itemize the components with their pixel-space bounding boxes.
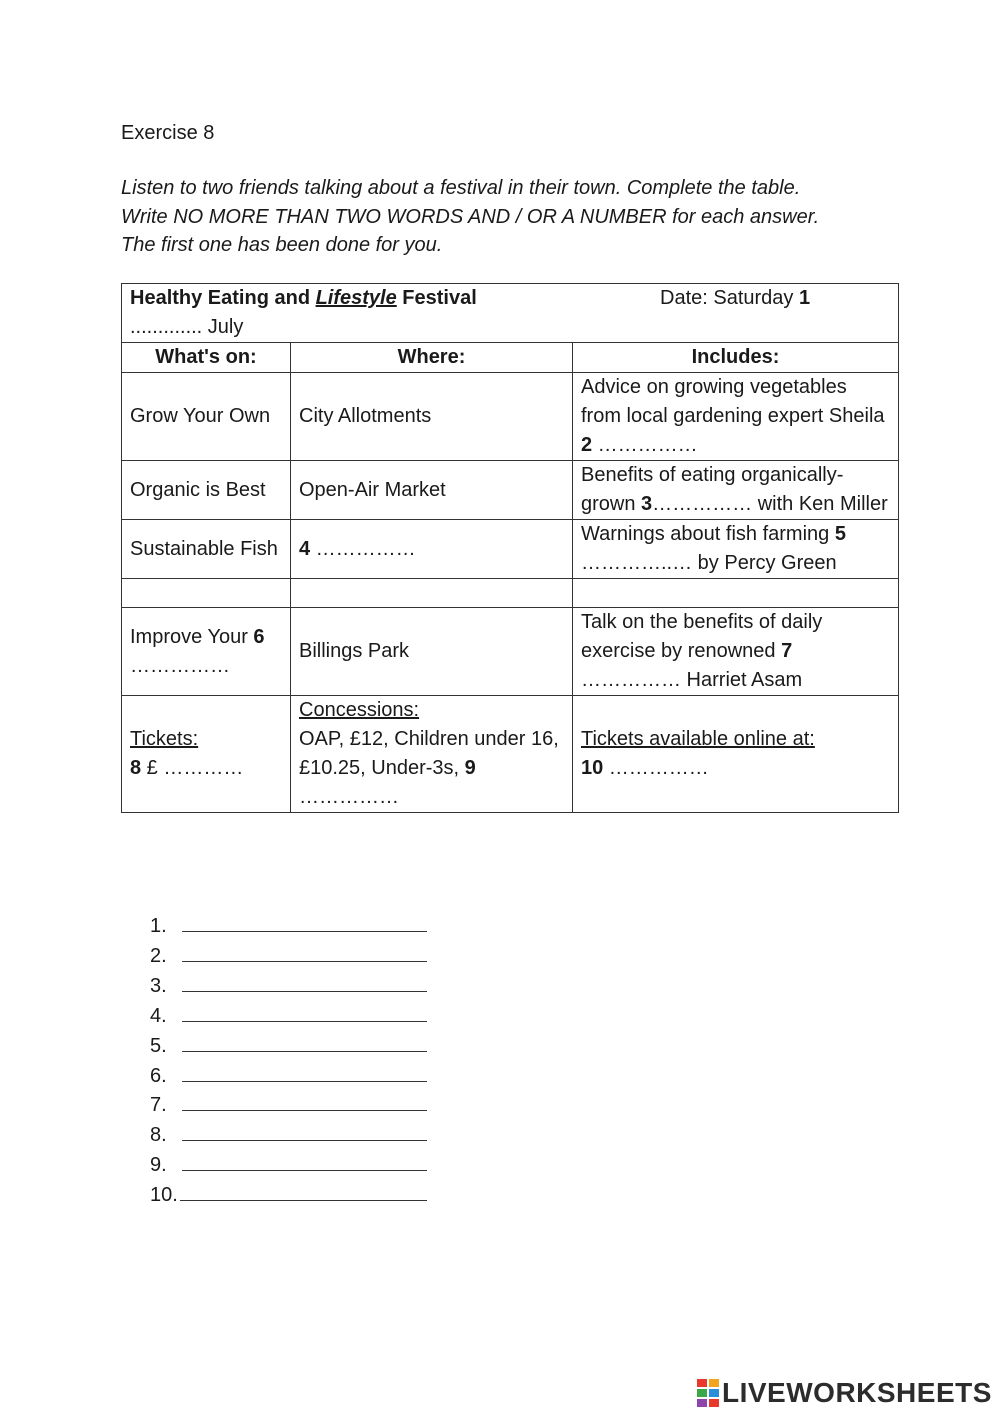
column-header: Where: [291,343,573,373]
concessions-label: Concessions: [299,699,420,721]
answer-line [150,1090,427,1120]
event-name: Organic is Best [122,461,291,520]
table-row [122,520,899,579]
answer-number: 9. [150,1154,167,1177]
table-row [122,461,899,520]
answer-list [150,911,427,1210]
festival-heading-cell [122,284,899,343]
instruction-line: Write NO MORE THAN TWO WORDS AND / OR A NUMBER for each answer. [121,205,820,228]
answer-line [150,911,427,941]
answer-line [150,1031,427,1061]
answer-blank[interactable] [182,971,427,992]
concessions-cell [291,696,573,813]
event-location: 4 …………… [291,520,573,579]
answer-number: 3. [150,974,167,997]
table-row-empty [122,579,899,608]
instruction-line: The first one has been done for you. [121,234,443,256]
liveworksheets-logo-icon [697,1379,719,1407]
answer-blank[interactable] [180,1180,427,1201]
answer-line [150,1180,427,1210]
answer-number: 1. [150,915,167,937]
event-name: Improve Your 6 …………… [122,608,291,696]
table-row [122,373,899,461]
event-includes: Benefits of eating organically-grown 3…………… with Ken Miller [573,461,899,520]
concessions-text: OAP, £12, Children under 16, £10.25, Under-3s, 9 …………… [299,728,559,808]
event-location: City Allotments [291,373,573,461]
answer-line [150,1061,427,1091]
instruction-line: Listen to two friends talking about a festival in their town. Complete the table. [121,177,801,199]
table-header-row [122,284,899,343]
answer-number: 7. [150,1094,167,1117]
event-includes: Talk on the benefits of daily exercise by renowned 7 …………… Harriet Asam [573,608,899,696]
answer-blank[interactable] [182,1120,427,1141]
answer-number: 2. [150,944,167,967]
event-name: Sustainable Fish [122,520,291,579]
event-includes: Advice on growing vegetables from local gardening expert Sheila 2 …………… [573,373,899,461]
answer-number: 10. [150,1184,178,1207]
festival-date: Date: Saturday 1 [660,287,811,309]
festival-title: Healthy Eating and Lifestyle Festival [130,287,477,309]
answer-blank[interactable] [182,1001,427,1022]
answer-line [150,1120,427,1150]
tickets-cell [122,696,291,813]
answer-blank[interactable] [182,1090,427,1111]
answer-line [150,941,427,971]
instructions [121,174,819,260]
festival-date-month: ............. July [130,316,244,338]
answer-blank[interactable] [182,1061,427,1082]
event-includes: Warnings about fish farming 5 …………..… by Percy Green [573,520,899,579]
column-header: What's on: [122,343,291,373]
liveworksheets-logo-text: LIVEWORKSHEETS [722,1377,992,1408]
answer-line [150,1001,427,1031]
answer-blank[interactable] [182,1150,427,1171]
tickets-price: 8 £ ………… [130,757,244,779]
event-location: Billings Park [291,608,573,696]
answer-number: 4. [150,1004,167,1027]
liveworksheets-logo [697,1378,992,1408]
answer-line [150,1150,427,1180]
answer-number: 8. [150,1124,167,1147]
online-website: 10 …………… [581,757,709,779]
table-row [122,608,899,696]
festival-table [121,283,899,813]
answer-blank[interactable] [182,941,427,962]
online-label: Tickets available online at: [581,728,815,750]
table-row-tickets [122,696,899,813]
event-location: Open-Air Market [291,461,573,520]
column-header-row [122,343,899,373]
answer-blank[interactable] [182,911,427,932]
answer-number: 5. [150,1034,167,1057]
answer-blank[interactable] [182,1031,427,1052]
tickets-label: Tickets: [130,728,199,750]
event-name: Grow Your Own [122,373,291,461]
answer-line [150,971,427,1001]
exercise-title: Exercise 8 [121,122,215,144]
online-cell [573,696,899,813]
answer-number: 6. [150,1064,167,1087]
column-header: Includes: [573,343,899,373]
